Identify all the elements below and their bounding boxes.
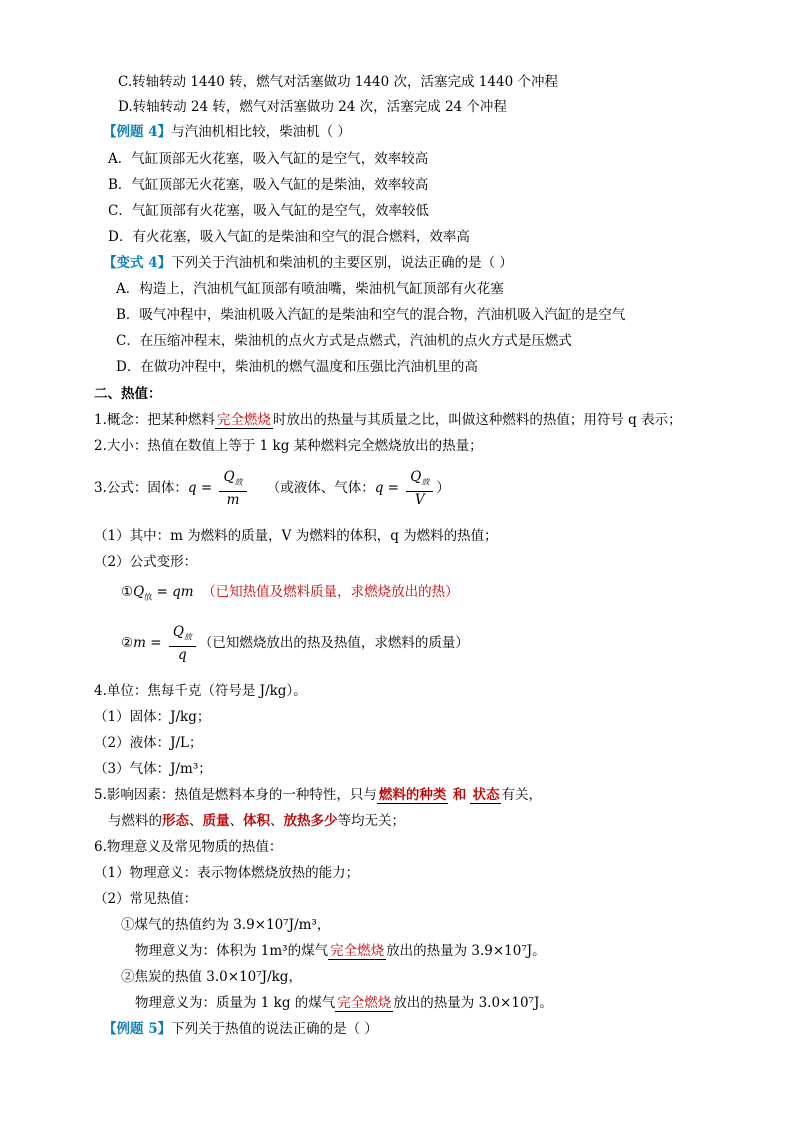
- concept-line: [94, 411, 682, 429]
- factors-and: 和: [452, 787, 467, 803]
- coke-meaning-text: 物理意义为：质量为 1 kg 的煤气: [135, 995, 336, 1011]
- size-line: 2.大小：热值在数值上等于 1 kg 某种燃料完全燃烧放出的热量；: [94, 438, 483, 454]
- factor-volume: 体积: [243, 813, 270, 829]
- variant-4-option-b: B．吸气冲程中，柴油机吸入汽缸的是柴油和空气的混合物，汽油机吸入汽缸的是空气: [116, 307, 626, 323]
- factor-heat: 放热多少: [283, 813, 338, 829]
- unit-gas: （3）气体：J/m³；: [94, 761, 212, 777]
- variant-4-option-a: A．构造上，汽油机气缸顶部有喷油嘴，柴油机气缸顶部有火花塞: [116, 281, 504, 297]
- example-4: [103, 123, 351, 141]
- option-c: C.转轴转动 1440 转，燃气对活塞做功 1440 次，活塞完成 1440 个冲程: [118, 74, 558, 90]
- common-values: （2）常见热值：: [94, 891, 198, 907]
- concept-text-2: 时放出的热量与其质量之比，叫做这种燃料的热值；用符号 q 表示；: [272, 412, 682, 428]
- example-4-option-b: B．气缸顶部无火花塞，吸入气缸的是柴油，效率较高: [108, 177, 429, 193]
- formula-close: ）: [436, 480, 450, 496]
- factors-l2-text: 与燃料的: [108, 813, 162, 829]
- coke-value: ②焦炭的热值 3.0×10⁷J/kg，: [121, 969, 302, 985]
- factors-text: 5.影响因素：热值是燃料本身的一种特性，只与: [94, 787, 377, 803]
- formula-variant-1-note: （已知热值及燃料质量，求燃烧放出的热）: [202, 584, 459, 600]
- formula-note-2: （2）公式变形：: [94, 554, 198, 570]
- sep-2: 、: [229, 813, 243, 829]
- variant-4-option-c: C．在压缩冲程末，柴油机的点火方式是点燃式，汽油机的点火方式是压燃式: [116, 333, 572, 349]
- sep-1: 、: [189, 813, 203, 829]
- meaning-line: （1）物理意义：表示物体燃烧放热的能力；: [94, 865, 360, 881]
- variant-4-question: 下列关于汽油机和柴油机的主要区别，说法正确的是（ ）: [171, 255, 513, 271]
- variant-4: [103, 254, 513, 272]
- sep-3: 、: [270, 813, 284, 829]
- formula-note-1: （1）其中：m 为燃料的质量，V 为燃料的体积，q 为燃料的热值；: [94, 528, 498, 544]
- gas-meaning-fill: 完全燃烧: [330, 943, 385, 959]
- example-4-option-c: C．气缸顶部有火花塞，吸入气缸的是空气，效率较低: [108, 203, 429, 219]
- gas-meaning-text: 物理意义为：体积为 1m³的煤气: [135, 943, 329, 959]
- concept-text: 1.概念：把某种燃料: [94, 412, 215, 428]
- example-4-tag: 【例题 4】: [103, 124, 172, 140]
- formula-variant-2-frac: $\frac{Q_放}{q}$: [169, 624, 196, 663]
- unit-solid: （1）固体：J/kg；: [94, 709, 211, 725]
- option-d: D.转轴转动 24 转，燃气对活塞做功 24 次，活塞完成 24 个冲程: [118, 99, 507, 115]
- example-5-question: 下列关于热值的说法正确的是（ ）: [171, 1021, 378, 1037]
- factor-form: 形态: [162, 813, 189, 829]
- formula-variant-2-note: （已知燃烧放出的热及热值，求燃料的质量）: [198, 635, 469, 651]
- variant-4-tag: 【变式 4】: [103, 255, 172, 271]
- formula-label: 3.公式：固体：: [94, 480, 188, 496]
- formula-variant-2: ②m = $\frac{Q_放}{q}$ （已知燃烧放出的热及热值，求燃料的质量）: [121, 624, 469, 663]
- example-4-question: 与汽油机相比较，柴油机（ ）: [171, 124, 351, 140]
- factor-mass: 质量: [202, 813, 230, 829]
- example-5: [103, 1020, 378, 1038]
- unit-liquid: （2）液体：J/L；: [94, 735, 203, 751]
- gas-value: ①煤气的热值约为 3.9×10⁷J/m³，: [121, 917, 331, 933]
- coke-meaning-text-2: 放出的热量为 3.0×10⁷J。: [393, 995, 553, 1011]
- formula-variant-1: $①Q_放$ = qm （已知热值及燃料质量，求燃烧放出的热）: [121, 584, 459, 602]
- coke-meaning: [135, 994, 553, 1012]
- formula-line: 3.公式：固体：q = $\frac{Q_放}{m}$ （或液体、气体：q = $\frac{Q_放}{V}$ ）: [94, 469, 450, 508]
- meaning-heading: 6.物理意义及常见物质的热值：: [94, 839, 283, 855]
- concept-fill: 完全燃烧: [216, 412, 271, 428]
- formula-gas: $\frac{Q_放}{V}$: [406, 469, 433, 508]
- formula-alt-label: （或液体、气体：: [266, 480, 375, 496]
- formula-solid: $\frac{Q_放}{m}$: [219, 469, 246, 508]
- factors-line: [94, 786, 542, 804]
- example-4-option-a: A．气缸顶部无火花塞，吸入气缸的是空气，效率较高: [108, 151, 429, 167]
- factors-line-2: [108, 812, 405, 830]
- factors-l2-text-2: 等均无关；: [337, 813, 405, 829]
- variant-4-option-d: D．在做功冲程中，柴油机的燃气温度和压强比汽油机里的高: [116, 359, 478, 375]
- factors-fill-1: 燃料的种类: [378, 787, 447, 803]
- section-heading: 二、热值：: [94, 386, 162, 402]
- factors-fill-2: 状态: [472, 787, 500, 803]
- coke-meaning-fill: 完全燃烧: [337, 995, 392, 1011]
- example-5-tag: 【例题 5】: [103, 1021, 172, 1037]
- gas-meaning: [135, 942, 546, 960]
- factors-text-2: 有关，: [501, 787, 542, 803]
- gas-meaning-text-2: 放出的热量为 3.9×10⁷J。: [386, 943, 546, 959]
- example-4-option-d: D．有火花塞，吸入气缸的是柴油和空气的混合燃料，效率高: [108, 229, 470, 245]
- unit-line: 4.单位：焦每千克（符号是 J/kg）。: [94, 683, 307, 699]
